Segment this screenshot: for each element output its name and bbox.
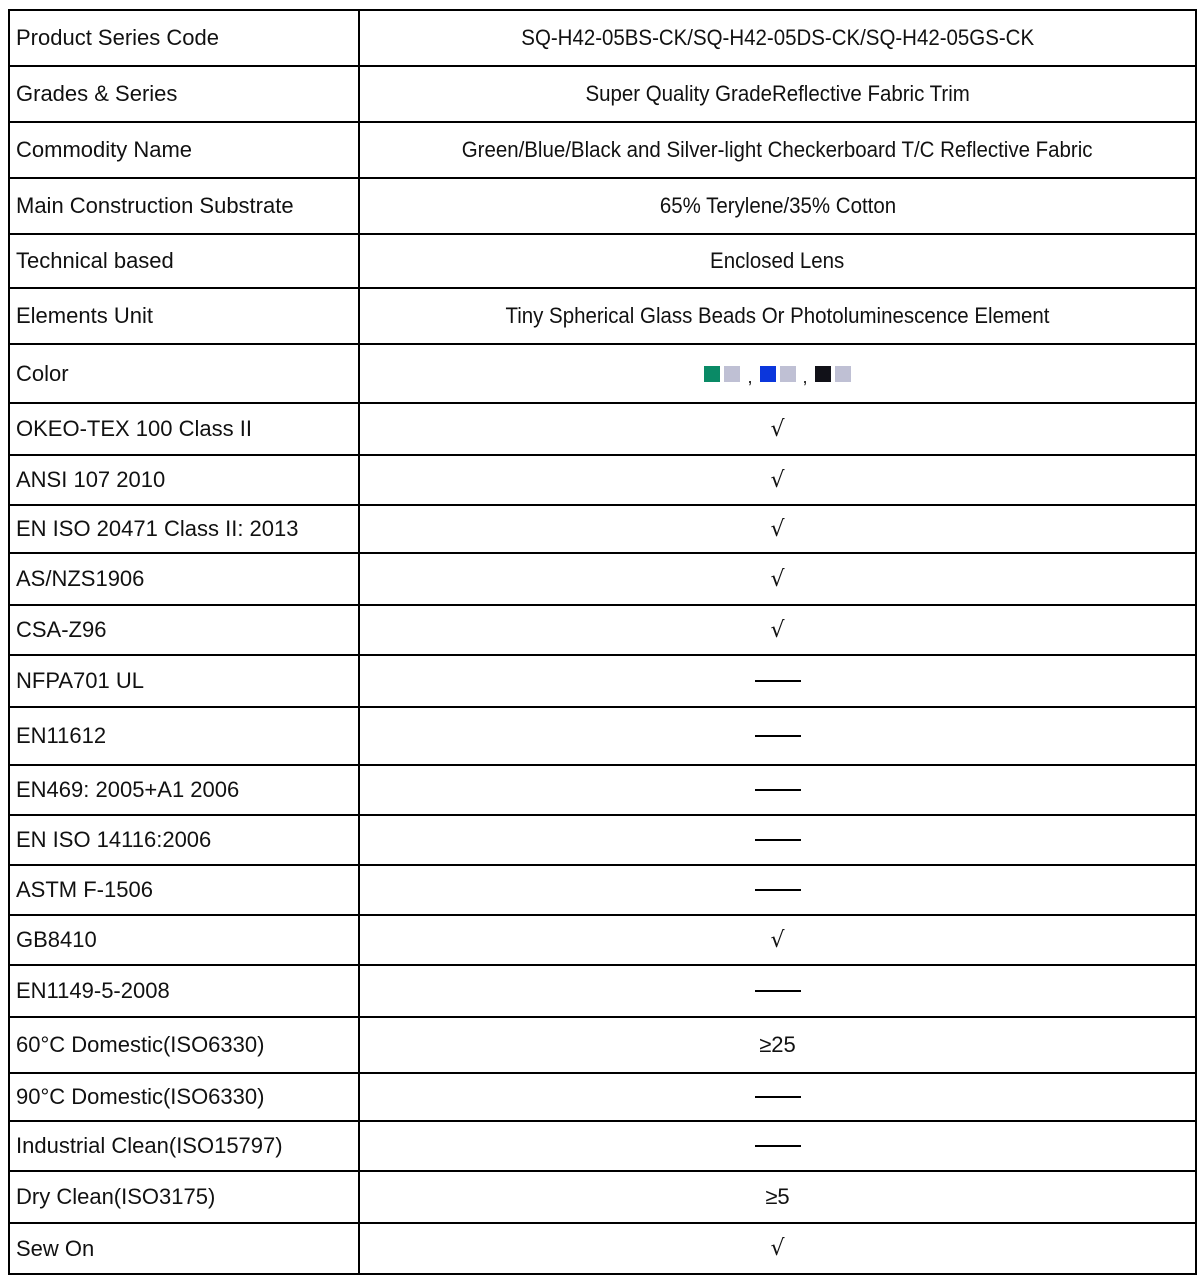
check-mark-icon: √	[770, 927, 785, 953]
row-value	[360, 606, 1195, 654]
row-value	[360, 554, 1195, 604]
row-value	[360, 235, 1195, 287]
row-value	[360, 1172, 1195, 1222]
row-value	[360, 1224, 1195, 1273]
table-row-commodity-name	[10, 123, 1195, 179]
row-label: CSA-Z96	[10, 606, 360, 654]
value-text: ≥5	[765, 1184, 790, 1209]
table-row-astm-f-1506	[10, 866, 1195, 916]
value-text: 65% Terylene/35% Cotton	[659, 193, 896, 218]
value-text: Tiny Spherical Glass Beads Or Photoluminescence Element	[505, 303, 1050, 328]
not-applicable-dash-icon	[755, 680, 801, 682]
value-text: Green/Blue/Black and Silver-light Checkerboard T/C Reflective Fabric	[462, 137, 1093, 162]
not-applicable-dash-icon	[755, 789, 801, 791]
table-row-color	[10, 345, 1195, 404]
table-row-en11612	[10, 708, 1195, 766]
row-value	[360, 866, 1195, 914]
table-row-as-nzs1906	[10, 554, 1195, 606]
table-row-en-iso-20471-class-ii-2013	[10, 506, 1195, 554]
color-swatch-1-1	[780, 366, 796, 382]
not-applicable-dash-icon	[755, 1145, 801, 1147]
not-applicable-dash-icon	[755, 1096, 801, 1098]
row-label: Sew On	[10, 1224, 360, 1273]
row-label: Commodity Name	[10, 123, 360, 177]
row-value	[360, 916, 1195, 964]
check-mark-icon: √	[770, 416, 785, 442]
table-row-en1149-5-2008	[10, 966, 1195, 1018]
table-row-nfpa701-ul	[10, 656, 1195, 708]
row-label: AS/NZS1906	[10, 554, 360, 604]
table-row-csa-z96	[10, 606, 1195, 656]
check-mark-icon: √	[770, 1236, 785, 1261]
row-label: Grades & Series	[10, 67, 360, 121]
row-value	[360, 506, 1195, 552]
table-row-ansi-107-2010	[10, 456, 1195, 506]
row-label: 60°C Domestic(ISO6330)	[10, 1018, 360, 1072]
value-text: Enclosed Lens	[710, 248, 845, 273]
row-value	[360, 179, 1195, 233]
check-mark-icon: √	[770, 516, 785, 542]
table-row-grades-series	[10, 67, 1195, 123]
row-value	[360, 11, 1195, 65]
row-value	[360, 404, 1195, 454]
row-label: Elements Unit	[10, 289, 360, 343]
row-value	[360, 289, 1195, 343]
row-value	[360, 1018, 1195, 1072]
row-value	[360, 656, 1195, 706]
not-applicable-dash-icon	[755, 839, 801, 841]
row-value	[360, 966, 1195, 1016]
row-label: ANSI 107 2010	[10, 456, 360, 504]
table-row-gb8410	[10, 916, 1195, 966]
row-label: EN469: 2005+A1 2006	[10, 766, 360, 814]
table-row-60-c-domestic-iso6330	[10, 1018, 1195, 1074]
table-row-elements-unit	[10, 289, 1195, 345]
table-row-dry-clean-iso3175	[10, 1172, 1195, 1224]
check-mark-icon: √	[770, 617, 785, 643]
table-row-sew-on	[10, 1224, 1195, 1273]
table-row-main-construction-substrate	[10, 179, 1195, 235]
row-value	[360, 456, 1195, 504]
color-swatch-0-1	[724, 366, 740, 382]
value-text: SQ-H42-05BS-CK/SQ-H42-05DS-CK/SQ-H42-05GS-CK	[521, 25, 1034, 50]
not-applicable-dash-icon	[755, 735, 801, 737]
color-swatch-2-1	[835, 366, 851, 382]
table-row-okeo-tex-100-class-ii	[10, 404, 1195, 456]
table-row-en469-2005-a1-2006	[10, 766, 1195, 816]
row-label: EN11612	[10, 708, 360, 764]
row-label: EN ISO 14116:2006	[10, 816, 360, 864]
table-row-technical-based	[10, 235, 1195, 289]
color-swatch-0-0	[704, 366, 720, 382]
row-value	[360, 766, 1195, 814]
row-label: NFPA701 UL	[10, 656, 360, 706]
row-value	[360, 1122, 1195, 1170]
value-text: ≥25	[759, 1032, 796, 1057]
color-separator: ,	[802, 367, 808, 387]
row-value	[360, 816, 1195, 864]
check-mark-icon: √	[770, 467, 785, 493]
color-swatch-1-0	[760, 366, 776, 382]
row-value	[360, 345, 1195, 402]
not-applicable-dash-icon	[755, 889, 801, 891]
table-row-industrial-clean-iso15797	[10, 1122, 1195, 1172]
row-label: Product Series Code	[10, 11, 360, 65]
not-applicable-dash-icon	[755, 990, 801, 992]
spec-table	[8, 9, 1197, 1275]
check-mark-icon: √	[770, 566, 785, 592]
value-text: Super Quality GradeReflective Fabric Trim	[585, 81, 970, 106]
row-label: Technical based	[10, 235, 360, 287]
row-value	[360, 1074, 1195, 1120]
row-label: GB8410	[10, 916, 360, 964]
row-label: Industrial Clean(ISO15797)	[10, 1122, 360, 1170]
row-label: EN ISO 20471 Class II: 2013	[10, 506, 360, 552]
row-label: Dry Clean(ISO3175)	[10, 1172, 360, 1222]
row-value	[360, 67, 1195, 121]
color-separator: ,	[747, 367, 753, 387]
row-label: 90°C Domestic(ISO6330)	[10, 1074, 360, 1120]
table-row-product-series-code	[10, 11, 1195, 67]
row-label: EN1149-5-2008	[10, 966, 360, 1016]
row-value	[360, 123, 1195, 177]
row-label: Color	[10, 345, 360, 402]
row-value	[360, 708, 1195, 764]
color-swatch-2-0	[815, 366, 831, 382]
row-label: OKEO-TEX 100 Class II	[10, 404, 360, 454]
row-label: ASTM F-1506	[10, 866, 360, 914]
row-label: Main Construction Substrate	[10, 179, 360, 233]
table-row-90-c-domestic-iso6330	[10, 1074, 1195, 1122]
table-row-en-iso-14116-2006	[10, 816, 1195, 866]
